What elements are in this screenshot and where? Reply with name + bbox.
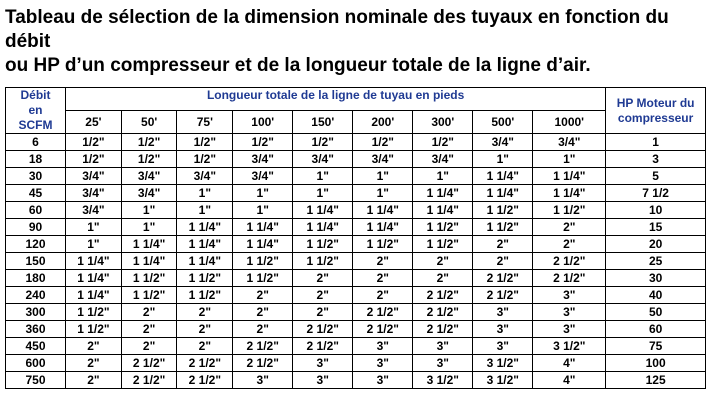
pipe-size-cell: 1/2" xyxy=(121,134,177,151)
pipe-size-cell: 1 1/4" xyxy=(473,168,533,185)
hp-header-line: compresseur xyxy=(617,110,694,125)
pipe-size-cell: 2" xyxy=(413,253,473,270)
pipe-size-cell: 1 1/4" xyxy=(533,168,606,185)
table-body xyxy=(6,134,706,389)
pipe-size-cell: 1 1/2" xyxy=(233,270,293,287)
length-header: 150' xyxy=(293,111,353,134)
pipe-size-cell: 1 1/2" xyxy=(66,304,122,321)
pipe-size-cell: 3/4" xyxy=(293,151,353,168)
pipe-size-cell: 1" xyxy=(293,185,353,202)
pipe-size-cell: 3 1/2" xyxy=(473,372,533,389)
pipe-size-cell: 3/4" xyxy=(66,202,122,219)
pipe-size-cell: 1" xyxy=(177,185,233,202)
pipe-size-cell: 3" xyxy=(533,304,606,321)
table-row xyxy=(6,304,706,321)
pipe-size-cell: 3" xyxy=(233,372,293,389)
pipe-size-cell: 1/2" xyxy=(177,151,233,168)
pipe-size-cell: 3" xyxy=(353,355,413,372)
pipe-size-cell: 3" xyxy=(473,304,533,321)
pipe-size-cell: 3 1/2" xyxy=(413,372,473,389)
table-row xyxy=(6,270,706,287)
pipe-size-cell: 3/4" xyxy=(121,168,177,185)
pipe-size-cell: 1 1/4" xyxy=(293,202,353,219)
length-header: 100' xyxy=(233,111,293,134)
pipe-size-cell: 2 1/2" xyxy=(473,287,533,304)
debit-cell: 90 xyxy=(6,219,66,236)
table-row xyxy=(6,134,706,151)
pipe-size-cell: 1" xyxy=(121,202,177,219)
pipe-size-cell: 1" xyxy=(293,168,353,185)
pipe-size-cell: 2" xyxy=(293,270,353,287)
hp-cell: 50 xyxy=(606,304,706,321)
debit-column-header xyxy=(6,88,66,134)
pipe-size-cell: 2" xyxy=(473,236,533,253)
debit-cell: 180 xyxy=(6,270,66,287)
pipe-size-cell: 1 1/2" xyxy=(66,321,122,338)
pipe-size-cell: 1/2" xyxy=(413,134,473,151)
pipe-size-cell: 2" xyxy=(353,253,413,270)
length-header: 300' xyxy=(413,111,473,134)
pipe-size-cell: 2 1/2" xyxy=(413,321,473,338)
pipe-size-cell: 2" xyxy=(177,304,233,321)
pipe-size-cell: 1 1/4" xyxy=(233,219,293,236)
hp-cell: 10 xyxy=(606,202,706,219)
pipe-size-cell: 1 1/2" xyxy=(473,202,533,219)
pipe-size-cell: 1 1/4" xyxy=(233,236,293,253)
pipe-size-cell: 1 1/2" xyxy=(293,236,353,253)
pipe-size-cell: 3" xyxy=(353,338,413,355)
table-row xyxy=(6,185,706,202)
pipe-size-cell: 2" xyxy=(293,287,353,304)
pipe-size-cell: 3" xyxy=(293,372,353,389)
pipe-size-cell: 2 1/2" xyxy=(177,372,233,389)
table-row xyxy=(6,253,706,270)
pipe-size-cell: 1 1/2" xyxy=(121,270,177,287)
table-row xyxy=(6,202,706,219)
header-row-lengths xyxy=(6,111,706,134)
length-header: 500' xyxy=(473,111,533,134)
hp-cell: 1 xyxy=(606,134,706,151)
pipe-size-cell: 1" xyxy=(233,185,293,202)
debit-cell: 30 xyxy=(6,168,66,185)
pipe-size-cell: 1 1/2" xyxy=(413,236,473,253)
debit-cell: 60 xyxy=(6,202,66,219)
pipe-size-cell: 1 1/4" xyxy=(353,219,413,236)
pipe-size-cell: 1 1/2" xyxy=(293,253,353,270)
hp-cell: 7 1/2 xyxy=(606,185,706,202)
pipe-size-cell: 1/2" xyxy=(293,134,353,151)
pipe-size-cell: 2" xyxy=(233,287,293,304)
pipe-size-cell: 3" xyxy=(293,355,353,372)
table-row xyxy=(6,372,706,389)
pipe-size-cell: 1 1/4" xyxy=(177,253,233,270)
pipe-size-cell: 1 1/4" xyxy=(353,202,413,219)
pipe-size-cell: 3/4" xyxy=(121,185,177,202)
length-header: 75' xyxy=(177,111,233,134)
pipe-size-cell: 2" xyxy=(413,270,473,287)
pipe-size-cell: 2" xyxy=(66,338,122,355)
pipe-size-cell: 2" xyxy=(66,355,122,372)
pipe-size-cell: 2 1/2" xyxy=(293,321,353,338)
pipe-size-cell: 1 1/4" xyxy=(413,202,473,219)
pipe-size-cell: 2" xyxy=(353,270,413,287)
pipe-size-cell: 3/4" xyxy=(473,134,533,151)
debit-cell: 300 xyxy=(6,304,66,321)
pipe-size-cell: 1" xyxy=(413,168,473,185)
pipe-size-cell: 1" xyxy=(353,185,413,202)
pipe-size-cell: 1 1/4" xyxy=(177,236,233,253)
pipe-size-cell: 3" xyxy=(413,338,473,355)
pipe-size-cell: 3/4" xyxy=(233,151,293,168)
pipe-size-cell: 4" xyxy=(533,355,606,372)
pipe-size-cell: 2 1/2" xyxy=(413,287,473,304)
debit-cell: 240 xyxy=(6,287,66,304)
pipe-size-cell: 2" xyxy=(533,236,606,253)
pipe-size-cell: 1 1/2" xyxy=(353,236,413,253)
debit-cell: 600 xyxy=(6,355,66,372)
table-row xyxy=(6,168,706,185)
pipe-size-cell: 3 1/2" xyxy=(533,338,606,355)
pipe-size-cell: 1 1/2" xyxy=(473,219,533,236)
pipe-size-cell: 1 1/4" xyxy=(66,287,122,304)
pipe-size-cell: 3" xyxy=(413,355,473,372)
pipe-size-cell: 2 1/2" xyxy=(533,253,606,270)
pipe-size-cell: 2" xyxy=(353,287,413,304)
debit-cell: 18 xyxy=(6,151,66,168)
pipe-size-cell: 3 1/2" xyxy=(473,355,533,372)
pipe-size-cell: 1 1/4" xyxy=(413,185,473,202)
pipe-size-cell: 2" xyxy=(233,304,293,321)
table-row xyxy=(6,338,706,355)
length-group-header: Longueur totale de la ligne de tuyau en pieds xyxy=(66,88,606,111)
pipe-size-cell: 3" xyxy=(533,321,606,338)
pipe-size-cell: 1/2" xyxy=(233,134,293,151)
table-row xyxy=(6,321,706,338)
pipe-size-cell: 1/2" xyxy=(66,134,122,151)
debit-header-line: en xyxy=(28,103,43,117)
pipe-size-cell: 3/4" xyxy=(66,185,122,202)
debit-cell: 450 xyxy=(6,338,66,355)
pipe-size-cell: 1 1/2" xyxy=(177,287,233,304)
pipe-size-cell: 2 1/2" xyxy=(533,270,606,287)
hp-cell: 75 xyxy=(606,338,706,355)
pipe-size-cell: 3/4" xyxy=(177,168,233,185)
pipe-size-cell: 2" xyxy=(533,219,606,236)
pipe-size-cell: 1/2" xyxy=(353,134,413,151)
hp-column-header xyxy=(606,88,706,134)
pipe-size-cell: 1" xyxy=(473,151,533,168)
debit-cell: 360 xyxy=(6,321,66,338)
hp-cell: 60 xyxy=(606,321,706,338)
pipe-size-cell: 1/2" xyxy=(66,151,122,168)
pipe-size-cell: 3" xyxy=(533,287,606,304)
length-header: 1000' xyxy=(533,111,606,134)
hp-cell: 100 xyxy=(606,355,706,372)
pipe-size-cell: 2 1/2" xyxy=(353,304,413,321)
title-line-1: Tableau de sélection de la dimension nominale des tuyaux en fonction du débit xyxy=(5,7,669,52)
pipe-size-cell: 1 1/2" xyxy=(233,253,293,270)
pipe-size-cell: 3/4" xyxy=(233,168,293,185)
pipe-size-cell: 1 1/2" xyxy=(533,202,606,219)
pipe-size-cell: 1 1/2" xyxy=(121,287,177,304)
pipe-size-cell: 2 1/2" xyxy=(121,355,177,372)
pipe-size-cell: 1" xyxy=(533,151,606,168)
pipe-size-cell: 2 1/2" xyxy=(473,270,533,287)
pipe-size-cell: 2" xyxy=(121,338,177,355)
debit-cell: 6 xyxy=(6,134,66,151)
pipe-size-cell: 3" xyxy=(473,321,533,338)
length-header: 50' xyxy=(121,111,177,134)
pipe-size-cell: 3" xyxy=(473,338,533,355)
debit-cell: 45 xyxy=(6,185,66,202)
debit-cell: 120 xyxy=(6,236,66,253)
hp-cell: 15 xyxy=(606,219,706,236)
pipe-size-cell: 2" xyxy=(66,372,122,389)
pipe-size-cell: 1 1/4" xyxy=(473,185,533,202)
pipe-size-cell: 2 1/2" xyxy=(293,338,353,355)
pipe-size-cell: 3/4" xyxy=(353,151,413,168)
pipe-size-table xyxy=(5,87,706,389)
pipe-size-cell: 3/4" xyxy=(66,168,122,185)
pipe-size-cell: 2" xyxy=(121,304,177,321)
hp-cell: 30 xyxy=(606,270,706,287)
debit-cell: 750 xyxy=(6,372,66,389)
hp-cell: 3 xyxy=(606,151,706,168)
hp-cell: 25 xyxy=(606,253,706,270)
pipe-size-cell: 2" xyxy=(293,304,353,321)
table-row xyxy=(6,236,706,253)
pipe-size-cell: 1 1/4" xyxy=(66,253,122,270)
table-row xyxy=(6,287,706,304)
pipe-size-cell: 1 1/4" xyxy=(177,219,233,236)
pipe-size-cell: 1/2" xyxy=(177,134,233,151)
debit-header-line: Débit xyxy=(20,88,51,102)
pipe-size-cell: 2 1/2" xyxy=(413,304,473,321)
table-row xyxy=(6,219,706,236)
pipe-size-cell: 2" xyxy=(233,321,293,338)
pipe-size-cell: 3" xyxy=(353,372,413,389)
pipe-size-cell: 1/2" xyxy=(121,151,177,168)
pipe-size-cell: 1" xyxy=(66,236,122,253)
pipe-size-cell: 1 1/2" xyxy=(177,270,233,287)
hp-cell: 125 xyxy=(606,372,706,389)
pipe-size-cell: 1 1/4" xyxy=(121,253,177,270)
header-row-group xyxy=(6,88,706,111)
pipe-size-cell: 2" xyxy=(473,253,533,270)
pipe-size-cell: 1" xyxy=(353,168,413,185)
hp-cell: 5 xyxy=(606,168,706,185)
pipe-size-cell: 1 1/4" xyxy=(121,236,177,253)
pipe-size-cell: 4" xyxy=(533,372,606,389)
page-title xyxy=(5,6,705,78)
pipe-size-cell: 1 1/4" xyxy=(533,185,606,202)
pipe-size-cell: 3/4" xyxy=(533,134,606,151)
pipe-size-cell: 1" xyxy=(233,202,293,219)
debit-header-line: SCFM xyxy=(18,118,53,132)
pipe-size-cell: 2 1/2" xyxy=(177,355,233,372)
table-row xyxy=(6,151,706,168)
pipe-size-cell: 2 1/2" xyxy=(353,321,413,338)
pipe-size-cell: 2" xyxy=(121,321,177,338)
hp-cell: 20 xyxy=(606,236,706,253)
pipe-size-cell: 2" xyxy=(177,321,233,338)
length-header: 200' xyxy=(353,111,413,134)
hp-header-line: HP Moteur du xyxy=(616,95,695,110)
debit-cell: 150 xyxy=(6,253,66,270)
length-header: 25' xyxy=(66,111,122,134)
pipe-size-cell: 1 1/4" xyxy=(66,270,122,287)
pipe-size-cell: 1" xyxy=(66,219,122,236)
pipe-size-cell: 2 1/2" xyxy=(121,372,177,389)
pipe-size-cell: 1 1/4" xyxy=(293,219,353,236)
hp-cell: 40 xyxy=(606,287,706,304)
pipe-size-cell: 3/4" xyxy=(413,151,473,168)
title-line-2: ou HP d’un compresseur et de la longueur totale de la ligne d’air. xyxy=(5,55,591,76)
pipe-size-cell: 1 1/2" xyxy=(413,219,473,236)
pipe-size-cell: 2" xyxy=(177,338,233,355)
pipe-size-cell: 2 1/2" xyxy=(233,355,293,372)
pipe-size-cell: 2 1/2" xyxy=(233,338,293,355)
table-row xyxy=(6,355,706,372)
pipe-size-cell: 1" xyxy=(121,219,177,236)
pipe-size-cell: 1" xyxy=(177,202,233,219)
